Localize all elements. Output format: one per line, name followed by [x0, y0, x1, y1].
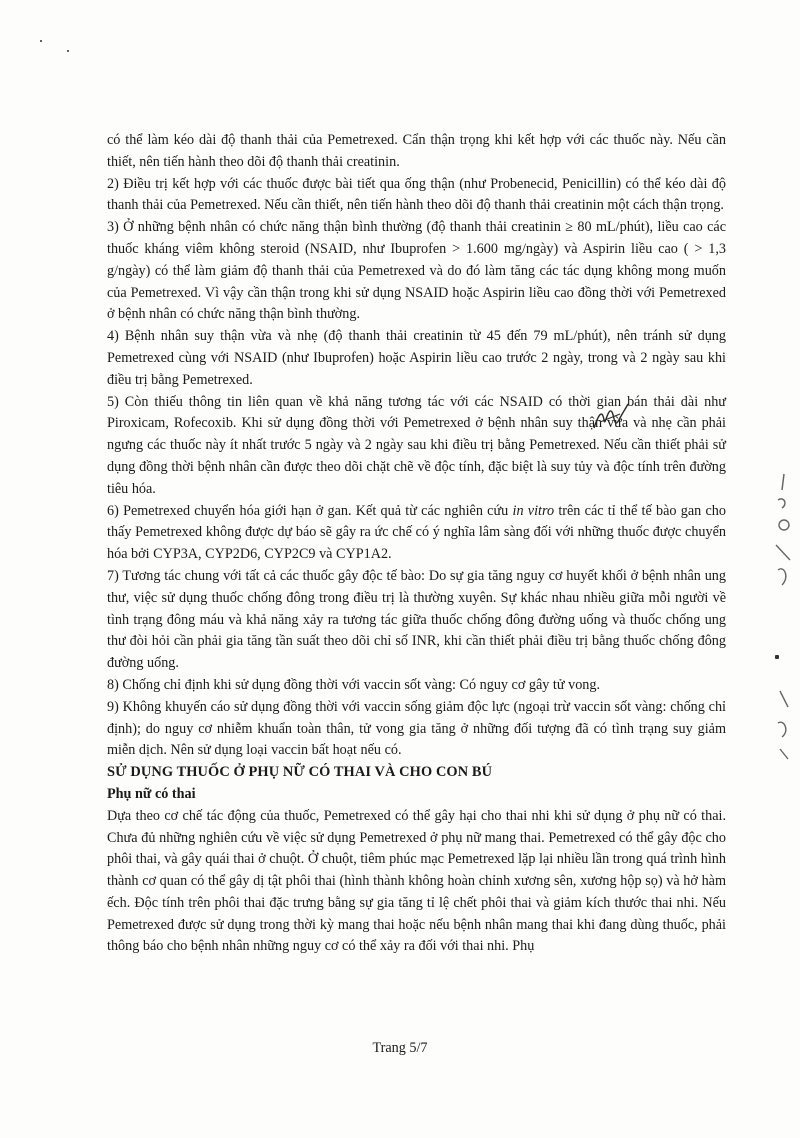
- handwritten-signature: [590, 398, 630, 438]
- paragraph-interaction-7: 7) Tương tác chung với tất cả các thuốc gây độc tế bào: Do sự gia tăng nguy cơ huyết khối ở bệnh nhân ung thư, việc sử dụng thuốc chống đông trong điều trị là thường xuyên. Sự khác nhau nhiều giữa mỗi người về tình trạng đông máu và khả năng xảy ra tương tác giữa thuốc chống đông đường uống và thuốc chống ung thư đòi hỏi cần phải gia tăng tần suất theo dõi chỉ số INR, khi cần thiết phải điều trị bằng thuốc chống đông đường uống.: [107, 567, 726, 672]
- section-title: SỬ DỤNG THUỐC Ở PHỤ NỮ CÓ THAI VÀ CHO CON BÚ: [107, 764, 493, 781]
- paragraph-interaction-9: 9) Không khuyến cáo sử dụng đồng thời với vaccin sống giảm độc lực (ngoại trừ vaccin sốt vàng: chống chỉ định); do nguy cơ nhiễm khuẩn toàn thân, tử vong gia tăng ở những đối tượng đã có tình trạng suy giảm miễn dịch. Nên sử dụng loại vaccin bất hoạt nếu có.: [107, 698, 726, 759]
- paragraph-interaction-6: 6) Pemetrexed chuyển hóa giới hạn ở gan. Kết quả từ các nghiên cứu in vitro trên các tỉ thể tế bào gan cho thấy Pemetrexed không được dự báo sẽ gây ra ức chế có ý nghĩa lâm sàng đối với những thuốc được chuyển hóa bởi CYP3A, CYP2D6, CYP2C9 và CYP1A2.: [107, 502, 726, 563]
- document-body: [107, 130, 726, 958]
- subsection-title: Phụ nữ có thai: [107, 785, 196, 802]
- scan-speck: [40, 40, 42, 42]
- margin-stamp-mark: [770, 515, 798, 595]
- subsection-paragraph: Dựa theo cơ chế tác động của thuốc, Pemetrexed có thể gây hại cho thai nhi khi sử dụng ở phụ nữ có thai. Chưa đủ những nghiên cứu về việc sử dụng Pemetrexed ở phụ nữ mang thai. Pemetrexed có thể gây độc cho phôi thai, và gây quái thai ở chuột. Ở chuột, tiêm phúc mạc Pemetrexed lặp lại nhiều lần trong quá trình hình thành cơ quan có thể gây dị tật phôi thai (hình thành không hoàn chỉnh xương sên, xương hộp sọ) và hở hàm ếch. Độc tính trên phôi thai đặc trưng bằng sự gia tăng tỉ lệ chết phôi thai và giảm kích thước thai nhi. Nếu Pemetrexed được sử dụng trong thời kỳ mang thai hoặc nếu bệnh nhân mang thai khi đang dùng thuốc, phải thông báo cho bệnh nhân những nguy cơ có thể xảy ra đối với thai nhi. Phụ: [107, 807, 726, 955]
- margin-speck: [775, 655, 779, 659]
- paragraph-interaction-1: có thể làm kéo dài độ thanh thải của Pemetrexed. Cẩn thận trọng khi kết hợp với các thuốc này. Nếu cần thiết, nên tiến hành theo dõi độ thanh thải creatinin.: [107, 132, 726, 170]
- paragraph-interaction-3: 3) Ở những bệnh nhân có chức năng thận bình thường (độ thanh thải creatinin ≥ 80 mL/phút), liều cao các thuốc kháng viêm không steroid (NSAID, như Ibuprofen > 1.600 mg/ngày) và Aspirin liều cao ( > 1,3 g/ngày) có thể làm giảm độ thanh thải của Pemetrexed và do đó làm tăng các tác dụng không mong muốn của Pemetrexed. Vì vậy cần thận trong khi sử dụng NSAID hoặc Aspirin liều cao đồng thời với Pemetrexed ở bệnh nhân có chức năng thận bình thường.: [107, 219, 726, 323]
- paragraph-interaction-8: 8) Chống chỉ định khi sử dụng đồng thời với vaccin sốt vàng: Có nguy cơ gây tử vong.: [107, 676, 601, 693]
- scan-speck: [67, 50, 69, 52]
- paragraph-interaction-2: 2) Điều trị kết hợp với các thuốc được bài tiết qua ống thận (như Probenecid, Penicillin) có thể kéo dài độ thanh thải của Pemetrexed. Nếu cần thiết, nên tiến hành theo dõi độ thanh thải creatinin một cách thận trọng.: [107, 175, 726, 214]
- paragraph-interaction-5: 5) Còn thiếu thông tin liên quan về khả năng tương tác với các NSAID có thời gian bán thải dài như Piroxicam, Rofecoxib. Khi sử dụng đồng thời với Pemetrexed ở bệnh nhân suy thận vừa và nhẹ cần phải ngưng các thuốc này ít nhất trước 5 ngày và 2 ngày sau khi điều trị bằng Pemetrexed. Nếu cần thiết phải sử dụng đồng thời bệnh nhân cần được theo dõi chặt chẽ về độc tính, đặc biệt là suy tủy và độc tính trên đường tiêu hóa.: [107, 393, 726, 497]
- paragraph-interaction-4: 4) Bệnh nhân suy thận vừa và nhẹ (độ thanh thải creatinin từ 45 đến 79 mL/phút), nên tránh sử dụng Pemetrexed cùng với NSAID (như Ibuprofen) hoặc Aspirin liều cao trước 2 ngày, trong và 2 ngày sau khi điều trị bằng Pemetrexed.: [107, 328, 726, 388]
- page-number: Trang 5/7: [372, 1040, 428, 1056]
- margin-stamp-mark: [770, 685, 798, 765]
